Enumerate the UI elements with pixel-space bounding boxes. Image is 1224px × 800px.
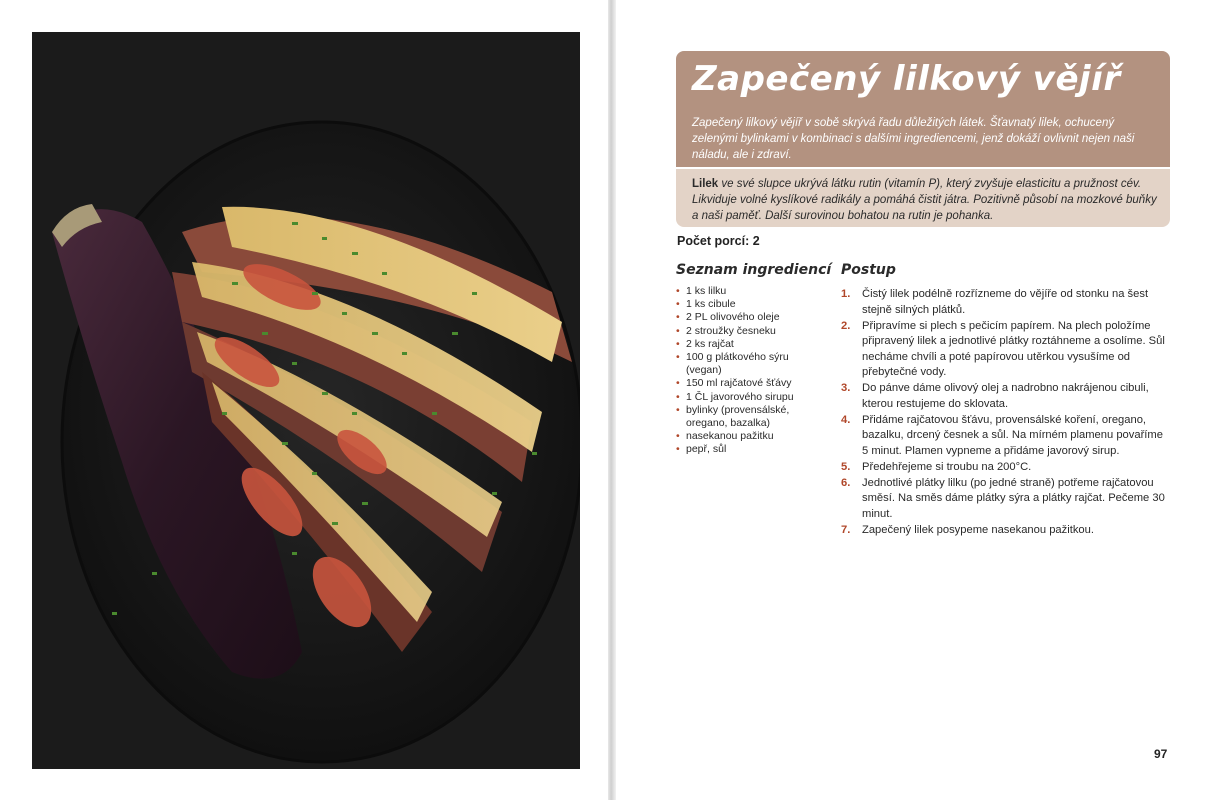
ingredient-item: • 1 ks lilku	[676, 285, 826, 298]
step-text: Do pánve dáme olivový olej a nadrobno nakrájenou cibuli, kterou restujeme do sklovata.	[862, 382, 1149, 410]
step-text: Zapečený lilek posypeme nasekanou pažitkou.	[862, 523, 1094, 536]
info-lead-word: Lilek	[692, 178, 719, 190]
recipe-photo	[32, 32, 580, 769]
ingredient-item: • 100 g plátkového sýru (vegan)	[676, 351, 826, 377]
step-item	[841, 381, 1171, 412]
ingredients-list	[676, 285, 826, 457]
ingredient-item: • bylinky (provensálské, oregano, bazalka)	[676, 404, 826, 430]
portions-count: Počet porcí: 2	[677, 234, 760, 248]
step-text: Předehřejeme si troubu na 200°C.	[862, 460, 1032, 473]
step-text: Čistý lilek podélně rozřízneme do vějíře od stonku na šest stejně silných plátků.	[862, 288, 1149, 316]
ingredients-heading: Seznam ingrediencí	[676, 262, 832, 278]
step-number: 3.	[841, 382, 851, 394]
steps-list	[841, 287, 1171, 539]
step-item	[841, 523, 1171, 539]
book-gutter	[608, 0, 616, 800]
ingredient-item: • 2 ks rajčat	[676, 338, 826, 351]
left-page	[0, 0, 610, 800]
step-item	[841, 460, 1171, 476]
step-number: 2.	[841, 319, 851, 332]
recipe-title: Zapečený lilkový vějíř	[692, 59, 1121, 99]
step-item	[841, 476, 1171, 523]
step-text: Přidáme rajčatovou šťávu, provensálské koření, oregano, bazalku, drcený česnek a sůl. Na mírném plamenu povaříme 5 minut. Plamen vypneme a přidáme javorový sirup.	[862, 413, 1163, 457]
ingredient-item: • 1 ČL javorového sirupu	[676, 391, 826, 404]
eggplant-dish-illustration	[32, 32, 580, 769]
info-body: ve své slupce ukrývá látku rutin (vitamín P), který zvyšuje elasticitu a pružnost cév. Likviduje volné kyslíkové radikály a pomáhá čistit játra. Pozitivně působí na mozkové buňky a naši paměť. Další surovinou bohatou na rutin je pohanka.	[692, 178, 1157, 222]
step-text: Připravíme si plech s pečicím papírem. Na plech položíme připravený lilek a jednotlivé plátky roztáhneme a osolíme. Sůl necháme chvíli a poté papírovou utěrkou vysušíme od přebytečné vody.	[862, 319, 1165, 378]
ingredient-item: • pepř, sůl	[676, 443, 826, 456]
ingredient-item: • 2 PL olivového oleje	[676, 311, 826, 324]
right-page	[616, 0, 1224, 800]
step-item	[841, 287, 1171, 318]
ingredient-item: • 2 stroužky česneku	[676, 325, 826, 338]
steps-heading: Postup	[841, 262, 896, 278]
step-number: 7.	[841, 523, 851, 536]
step-item	[841, 319, 1171, 381]
recipe-intro: Zapečený lilkový vějíř v sobě skrývá řadu důležitých látek. Šťavnatý lilek, ochucený zelenými bylinkami v kombinaci s dalšími ingrediencemi, jenž dokáží ovlivnit nejen naši náladu, ale i zdraví.	[692, 117, 1135, 161]
ingredient-item: • 1 ks cibule	[676, 298, 826, 311]
step-number: 1.	[841, 288, 851, 300]
recipe-header	[676, 51, 1170, 167]
page-number: 97	[1154, 747, 1168, 761]
ingredient-item: • 150 ml rajčatové šťávy	[676, 377, 826, 390]
nutrition-info-box	[676, 169, 1170, 227]
step-number: 4.	[841, 413, 851, 426]
nutrition-info-text	[692, 176, 1162, 224]
step-item	[841, 413, 1171, 460]
step-text: Jednotlivé plátky lilku (po jedné straně) potřeme rajčatovou směsí. Na směs dáme plátky sýra a plátky rajčat. Pečeme 30 minut.	[862, 476, 1165, 520]
step-number: 6.	[841, 476, 851, 489]
step-number: 5.	[841, 460, 851, 473]
ingredient-item: • nasekanou pažitku	[676, 430, 826, 443]
